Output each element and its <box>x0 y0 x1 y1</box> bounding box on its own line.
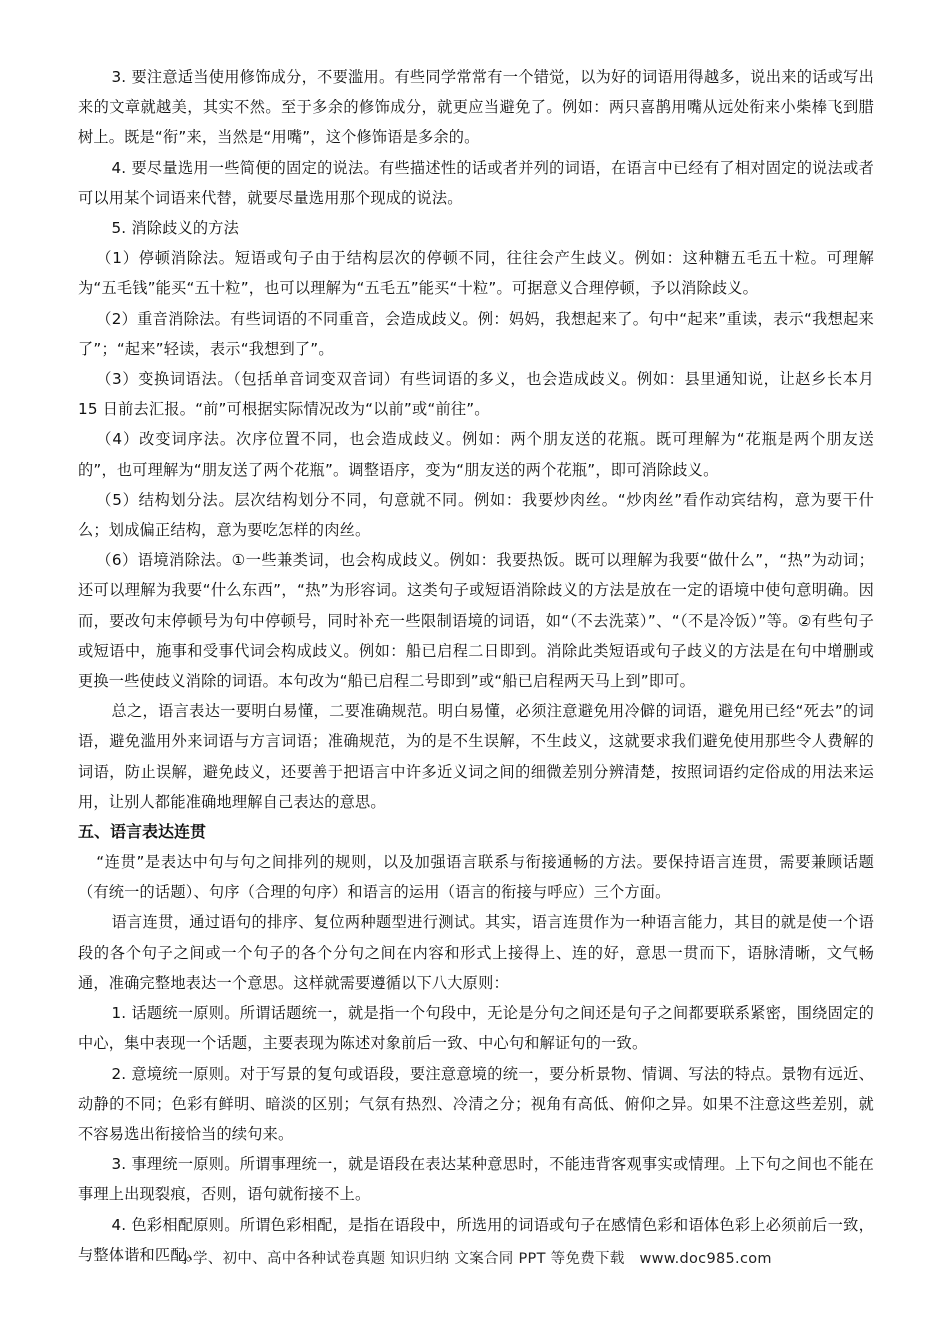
paragraph-logic-unity: 3. 事理统一原则。所谓事理统一，就是语段在表达某种意思时，不能违背客观事实或情理。上下句之间也不能在事理上出现裂痕，否则，语句就衔接不上。 <box>78 1155 874 1204</box>
paragraph-modifier-rule: 3. 要注意适当使用修饰成分，不要滥用。有些同学常常有一个错觉，以为好的词语用得越多，说出来的话或写出来的文章就越美，其实不然。至于多余的修饰成分，就更应当避免了。例如：两只喜鹊用嘴从远处衔来小柴棒飞到腊树上。既是“衔”来，当然是“用嘴”，这个修饰语是多余的。 <box>78 68 874 147</box>
paragraph-word-change-method: （3）变换词语法。（包括单音词变双音词）有些词语的多义，也会造成歧义。例如：县里通知说，让赵乡长本月 15 日前去汇报。“前”可根据实际情况改为“以前”或“前往”。 <box>78 370 874 419</box>
paragraph-fixed-expression-rule: 4. 要尽量选用一些简便的固定的说法。有些描述性的话或者并列的词语，在语言中已经有了相对固定的说法或者可以用某个词语来代替，就要尽量选用那个现成的说法。 <box>78 158 874 207</box>
document-page <box>78 62 874 1270</box>
paragraph-summary: 总之，语言表达一要明白易懂，二要准确规范。明白易懂，必须注意避免用冷僻的词语，避免用已经“死去”的词语，避免滥用外来词语与方言词语；准确规范，为的是不生误解，不生歧义，这就要求我们避免使用那些令人费解的词语，防止误解，避免歧义，还要善于把语言中许多近义词之间的细微差别分辨清楚，按照词语约定俗成的用法来运用，让别人都能准确地理解自己表达的意思。 <box>78 702 874 811</box>
paragraph-stress-method: （2）重音消除法。有些词语的不同重音，会造成歧义。例：妈妈，我想起来了。句中“起来”重读，表示“我想起来了”；“起来”轻读，表示“我想到了”。 <box>78 309 874 358</box>
paragraph-mood-unity: 2. 意境统一原则。对于写景的复句或语段，要注意意境的统一，要分析景物、情调、写法的特点。景物有远近、动静的不同；色彩有鲜明、暗淡的区别；气氛有热烈、冷清之分；视角有高低、俯仰之异。如果不注意这些差别，就不容易选出衔接恰当的续句来。 <box>78 1064 874 1143</box>
paragraph-color-match: 4. 色彩相配原则。所谓色彩相配，是指在语段中，所选用的词语或句子在感情色彩和语体色彩上必须前后一致，与整体谐和匹配。 <box>78 1215 874 1264</box>
paragraph-context-method: （6）语境消除法。①一些兼类词，也会构成歧义。例如：我要热饭。既可以理解为我要“做什么”，“热”为动词；还可以理解为我要“什么东西”，“热”为形容词。这类句子或短语消除歧义的方法是放在一定的语境中使句意明确。因而，要改句末停顿号为句中停顿号，同时补充一些限制语境的词语，如“（不去洗菜）”、“（不是冷饭）”等。②有些句子或短语中，施事和受事代词会构成歧义。例如：船已启程二日即到。消除此类短语或句子歧义的方法是在句中增删或更换一些使歧义消除的词语。本句改为“船已启程二号即到”或“船已启程两天马上到”即可。 <box>78 551 874 691</box>
paragraph-topic-unity: 1. 话题统一原则。所谓话题统一，就是指一个句段中，无论是分句之间还是句子之间都要联系紧密，围绕固定的中心，集中表现一个话题，主要表现为陈述对象前后一致、中心句和解证句的一致。 <box>78 1004 874 1053</box>
page-footer: 小学、初中、高中各种试卷真题 知识归纳 文案合同 PPT 等免费下载 www.doc985.com <box>178 1251 772 1267</box>
section-heading: 五、语言表达连贯 <box>78 822 207 842</box>
paragraph-pause-method: （1）停顿消除法。短语或句子由于结构层次的停顿不同，往往会产生歧义。例如：这种糖五毛五十粒。可理解为“五毛钱”能买“五十粒”，也可以理解为“五毛五”能买“十粒”。可据意义合理停顿，予以消除歧义。 <box>78 249 874 298</box>
paragraph-coherence-definition: “连贯”是表达中句与句之间排列的规则，以及加强语言联系与衔接通畅的方法。要保持语言连贯，需要兼顾话题（有统一的话题）、句序（合理的句序）和语言的运用（语言的衔接与呼应）三个方面。 <box>78 853 874 902</box>
paragraph-ambiguity-title: 5. 消除歧义的方法 <box>111 219 240 238</box>
paragraph-structure-method: （5）结构划分法。层次结构划分不同，句意就不同。例如：我要炒肉丝。“炒肉丝”看作动宾结构，意为要干什么；划成偏正结构，意为要吃怎样的肉丝。 <box>78 490 874 540</box>
paragraph-coherence-testing: 语言连贯，通过语句的排序、复位两种题型进行测试。其实，语言连贯作为一种语言能力，其目的就是使一个语段的各个句子之间或一个句子的各个分句之间在内容和形式上接得上、连的好，意思一贯而下，语脉清晰，文气畅通，准确完整地表达一个意思。这样就需要遵循以下八大原则： <box>78 913 874 992</box>
paragraph-word-order-method: （4）改变词序法。次序位置不同，也会造成歧义。例如：两个朋友送的花瓶。既可理解为“花瓶是两个朋友送的”，也可理解为“朋友送了两个花瓶”。调整语序，变为“朋友送的两个花瓶”，即可消除歧义。 <box>78 430 874 479</box>
